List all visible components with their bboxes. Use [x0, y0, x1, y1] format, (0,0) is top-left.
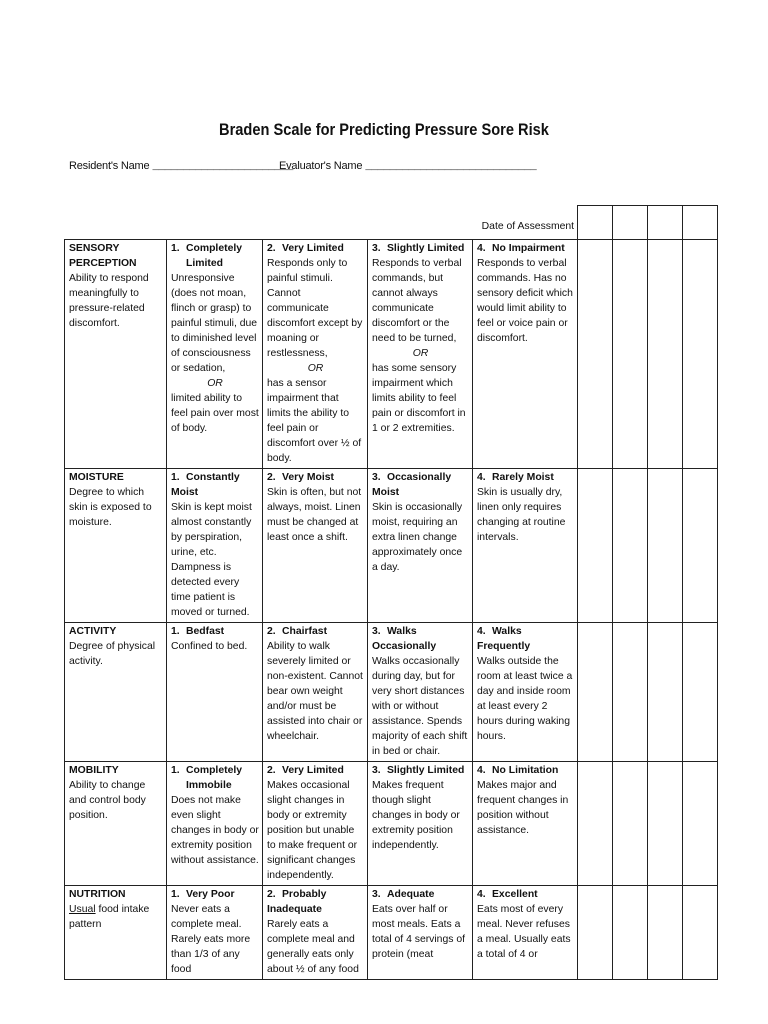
option-number: 1.	[171, 626, 180, 637]
option-description-alt: has some sensory impairment which limits ability to feel pain or discomfort in 1 or 2 extremities.	[372, 363, 466, 434]
score-option-moisture-3	[368, 469, 473, 623]
score-entry-sensory-perception-2[interactable]	[613, 240, 648, 469]
option-description: Ability to walk severely limited or non-existent. Cannot bear own weight and/or must be assisted into chair or wheelchair.	[267, 641, 363, 742]
option-heading	[171, 763, 259, 793]
score-option-mobility-2	[263, 762, 368, 886]
option-heading	[267, 887, 364, 917]
option-heading	[372, 887, 469, 902]
option-number: 4.	[477, 472, 486, 483]
score-option-sensory-perception-3	[368, 240, 473, 469]
score-option-activity-3	[368, 623, 473, 762]
score-entry-sensory-perception-1[interactable]	[578, 240, 613, 469]
option-title: Occasionally Moist	[372, 472, 452, 498]
category-description: Ability to respond meaningfully to pressure-related discomfort.	[69, 273, 149, 329]
option-title: Completely	[186, 243, 243, 254]
evaluator-name-line[interactable]: ____________________________	[365, 161, 537, 173]
option-description: Makes frequent though slight changes in body or extremity position independently.	[372, 780, 460, 851]
option-description-alt: has a sensor impairment that limits the ability to feel pain or discomfort over ½ of body.	[267, 378, 362, 464]
page-title: Braden Scale for Predicting Pressure Sore Risk	[219, 120, 549, 139]
option-description: Walks occasionally during day, but for very short distances with or without assistance. Spends majority of each shift in bed or chair.	[372, 656, 468, 757]
score-option-moisture-1	[167, 469, 263, 623]
score-entry-sensory-perception-4[interactable]	[683, 240, 718, 469]
score-entry-mobility-2[interactable]	[613, 762, 648, 886]
option-description: Skin is often, but not always, moist. Linen must be changed at least once a shift.	[267, 487, 362, 543]
evaluator-name-field[interactable]	[279, 160, 536, 173]
score-option-mobility-4	[473, 762, 578, 886]
resident-name-line[interactable]: _______________________	[152, 161, 293, 173]
option-heading	[477, 624, 574, 654]
option-description: Rarely eats a complete meal and generally eats only about ½ of any food	[267, 919, 359, 975]
category-title: SENSORY PERCEPTION	[69, 243, 137, 269]
category-title: ACTIVITY	[69, 626, 117, 637]
option-number: 2.	[267, 765, 276, 776]
option-number: 2.	[267, 472, 276, 483]
option-heading	[171, 470, 259, 500]
option-description: Unresponsive (does not moan, flinch or grasp) to painful stimuli, due to diminished level of consciousness or sedation,	[171, 273, 258, 374]
option-or-separator: OR	[207, 378, 223, 389]
option-or-separator: OR	[307, 363, 324, 374]
option-description: Eats over half or most meals. Eats a total of 4 servings of protein (meat	[372, 904, 465, 960]
score-option-activity-4	[473, 623, 578, 762]
date-cell-4[interactable]	[683, 206, 718, 240]
category-cell-nutrition	[65, 886, 167, 980]
score-entry-nutrition-1[interactable]	[578, 886, 613, 980]
option-title: Slightly Limited	[387, 243, 465, 254]
option-number: 1.	[171, 765, 180, 776]
option-number: 2.	[267, 626, 276, 637]
option-title: Very Poor	[186, 889, 235, 900]
option-title: No Impairment	[492, 243, 565, 254]
option-description: Confined to bed.	[171, 641, 248, 652]
option-number: 1.	[171, 889, 180, 900]
score-entry-activity-2[interactable]	[613, 623, 648, 762]
option-title: Constantly Moist	[171, 472, 240, 498]
option-title: Probably Inadequate	[267, 889, 327, 915]
resident-name-label: Resident's Name	[69, 160, 150, 172]
option-number: 4.	[477, 765, 486, 776]
option-description: Does not make even slight changes in body or extremity position without assistance.	[171, 795, 259, 866]
option-number: 4.	[477, 243, 486, 254]
score-entry-moisture-4[interactable]	[683, 469, 718, 623]
table-row-moisture	[65, 469, 718, 623]
option-title-continued: Immobile	[186, 780, 232, 791]
score-option-nutrition-1	[167, 886, 263, 980]
score-entry-nutrition-4[interactable]	[683, 886, 718, 980]
option-title: Very Limited	[282, 765, 344, 776]
category-cell-mobility	[65, 762, 167, 886]
option-description: Makes occasional slight changes in body or extremity position but unable to make frequent or significant changes independently.	[267, 780, 358, 881]
score-option-mobility-1	[167, 762, 263, 886]
evaluator-name-label: Evaluator's Name	[279, 160, 363, 172]
score-entry-mobility-3[interactable]	[648, 762, 683, 886]
option-title: Very Moist	[282, 472, 334, 483]
score-option-nutrition-4	[473, 886, 578, 980]
table-header-row	[65, 206, 718, 240]
option-title: Excellent	[492, 889, 538, 900]
option-heading	[171, 887, 259, 902]
option-heading	[477, 887, 574, 902]
option-description: Walks outside the room at least twice a day and inside room at least every 2 hours during waking hours.	[477, 656, 573, 742]
score-entry-activity-3[interactable]	[648, 623, 683, 762]
option-heading	[477, 470, 574, 485]
table-row-mobility	[65, 762, 718, 886]
option-title: Bedfast	[186, 626, 225, 637]
option-number: 1.	[171, 243, 180, 254]
category-description: Degree of physical activity.	[69, 641, 156, 667]
option-title: Walks Occasionally	[372, 626, 437, 652]
option-heading	[267, 763, 364, 778]
date-cell-3[interactable]	[648, 206, 683, 240]
score-entry-nutrition-3[interactable]	[648, 886, 683, 980]
score-option-activity-1	[167, 623, 263, 762]
option-title: Adequate	[387, 889, 435, 900]
option-description: Responds to verbal commands. Has no sensory deficit which would limit ability to feel or voice pain or discomfort.	[477, 258, 573, 344]
option-heading	[477, 241, 574, 256]
option-heading	[267, 241, 364, 256]
category-description	[69, 902, 163, 932]
option-heading	[372, 624, 469, 654]
option-number: 3.	[372, 472, 381, 483]
option-or-separator: OR	[412, 348, 429, 359]
date-header-cell	[65, 206, 578, 240]
score-option-nutrition-3	[368, 886, 473, 980]
option-number: 3.	[372, 243, 381, 254]
score-option-nutrition-2	[263, 886, 368, 980]
score-entry-activity-4[interactable]	[683, 623, 718, 762]
date-cell-1[interactable]	[578, 206, 613, 240]
resident-name-field[interactable]	[69, 160, 293, 173]
option-title: No Limitation	[492, 765, 559, 776]
category-description: Ability to change and control body position.	[69, 780, 146, 821]
score-entry-moisture-2[interactable]	[613, 469, 648, 623]
category-cell-moisture	[65, 469, 167, 623]
option-title: Very Limited	[282, 243, 344, 254]
score-option-moisture-4	[473, 469, 578, 623]
option-number: 4.	[477, 889, 486, 900]
score-option-sensory-perception-4	[473, 240, 578, 469]
score-option-sensory-perception-1	[167, 240, 263, 469]
score-entry-mobility-4[interactable]	[683, 762, 718, 886]
category-description-emphasis: Usual	[69, 904, 96, 915]
option-number: 3.	[372, 889, 381, 900]
option-number: 4.	[477, 626, 486, 637]
option-heading	[267, 624, 364, 639]
option-title: Slightly Limited	[387, 765, 465, 776]
score-option-moisture-2	[263, 469, 368, 623]
date-of-assessment-label: Date of Assessment	[481, 220, 575, 232]
option-description-alt: limited ability to feel pain over most of body.	[171, 393, 259, 434]
option-title: Completely	[186, 765, 243, 776]
option-title: Walks Frequently	[477, 626, 531, 652]
score-option-activity-2	[263, 623, 368, 762]
braden-scale-table	[64, 205, 718, 980]
option-heading	[372, 470, 469, 500]
option-heading	[267, 470, 364, 485]
option-description: Responds to verbal commands, but cannot always communicate discomfort or the need to be turned,	[372, 258, 462, 344]
score-option-sensory-perception-2	[263, 240, 368, 469]
option-number: 3.	[372, 765, 381, 776]
option-heading	[372, 763, 469, 778]
score-entry-activity-1[interactable]	[578, 623, 613, 762]
option-number: 2.	[267, 889, 276, 900]
option-number: 3.	[372, 626, 381, 637]
category-description-text: food intake pattern	[69, 904, 150, 930]
option-description: Skin is usually dry, linen only requires changing at routine intervals.	[477, 487, 566, 543]
option-description: Responds only to painful stimuli. Cannot communicate discomfort except by moaning or restlessness,	[267, 258, 363, 359]
category-title: MOBILITY	[69, 765, 119, 776]
option-heading	[171, 624, 259, 639]
category-description: Degree to which skin is exposed to moisture.	[69, 487, 152, 528]
score-entry-sensory-perception-3[interactable]	[648, 240, 683, 469]
option-title-continued: Limited	[186, 258, 223, 269]
option-number: 1.	[171, 472, 180, 483]
score-entry-moisture-1[interactable]	[578, 469, 613, 623]
category-cell-activity	[65, 623, 167, 762]
category-cell-sensory-perception	[65, 240, 167, 469]
score-entry-moisture-3[interactable]	[648, 469, 683, 623]
option-heading	[477, 763, 574, 778]
score-entry-nutrition-2[interactable]	[613, 886, 648, 980]
option-description: Never eats a complete meal. Rarely eats more than 1/3 of any food	[171, 904, 251, 975]
option-title: Rarely Moist	[492, 472, 554, 483]
category-title: MOISTURE	[69, 472, 124, 483]
date-cell-2[interactable]	[613, 206, 648, 240]
table-row-nutrition	[65, 886, 718, 980]
option-description: Makes major and frequent changes in position without assistance.	[477, 780, 569, 836]
table-row-sensory-perception	[65, 240, 718, 469]
option-heading	[171, 241, 259, 271]
option-number: 2.	[267, 243, 276, 254]
table-row-activity	[65, 623, 718, 762]
option-description: Skin is kept moist almost constantly by perspiration, urine, etc. Dampness is detected every time patient is moved or turned.	[171, 502, 252, 618]
score-option-mobility-3	[368, 762, 473, 886]
score-entry-mobility-1[interactable]	[578, 762, 613, 886]
option-heading	[372, 241, 469, 256]
option-description: Eats most of every meal. Never refuses a meal. Usually eats a total of 4 or	[477, 904, 571, 960]
category-title: NUTRITION	[69, 889, 126, 900]
option-title: Chairfast	[282, 626, 328, 637]
option-description: Skin is occasionally moist, requiring an extra linen change approximately once a day.	[372, 502, 463, 573]
